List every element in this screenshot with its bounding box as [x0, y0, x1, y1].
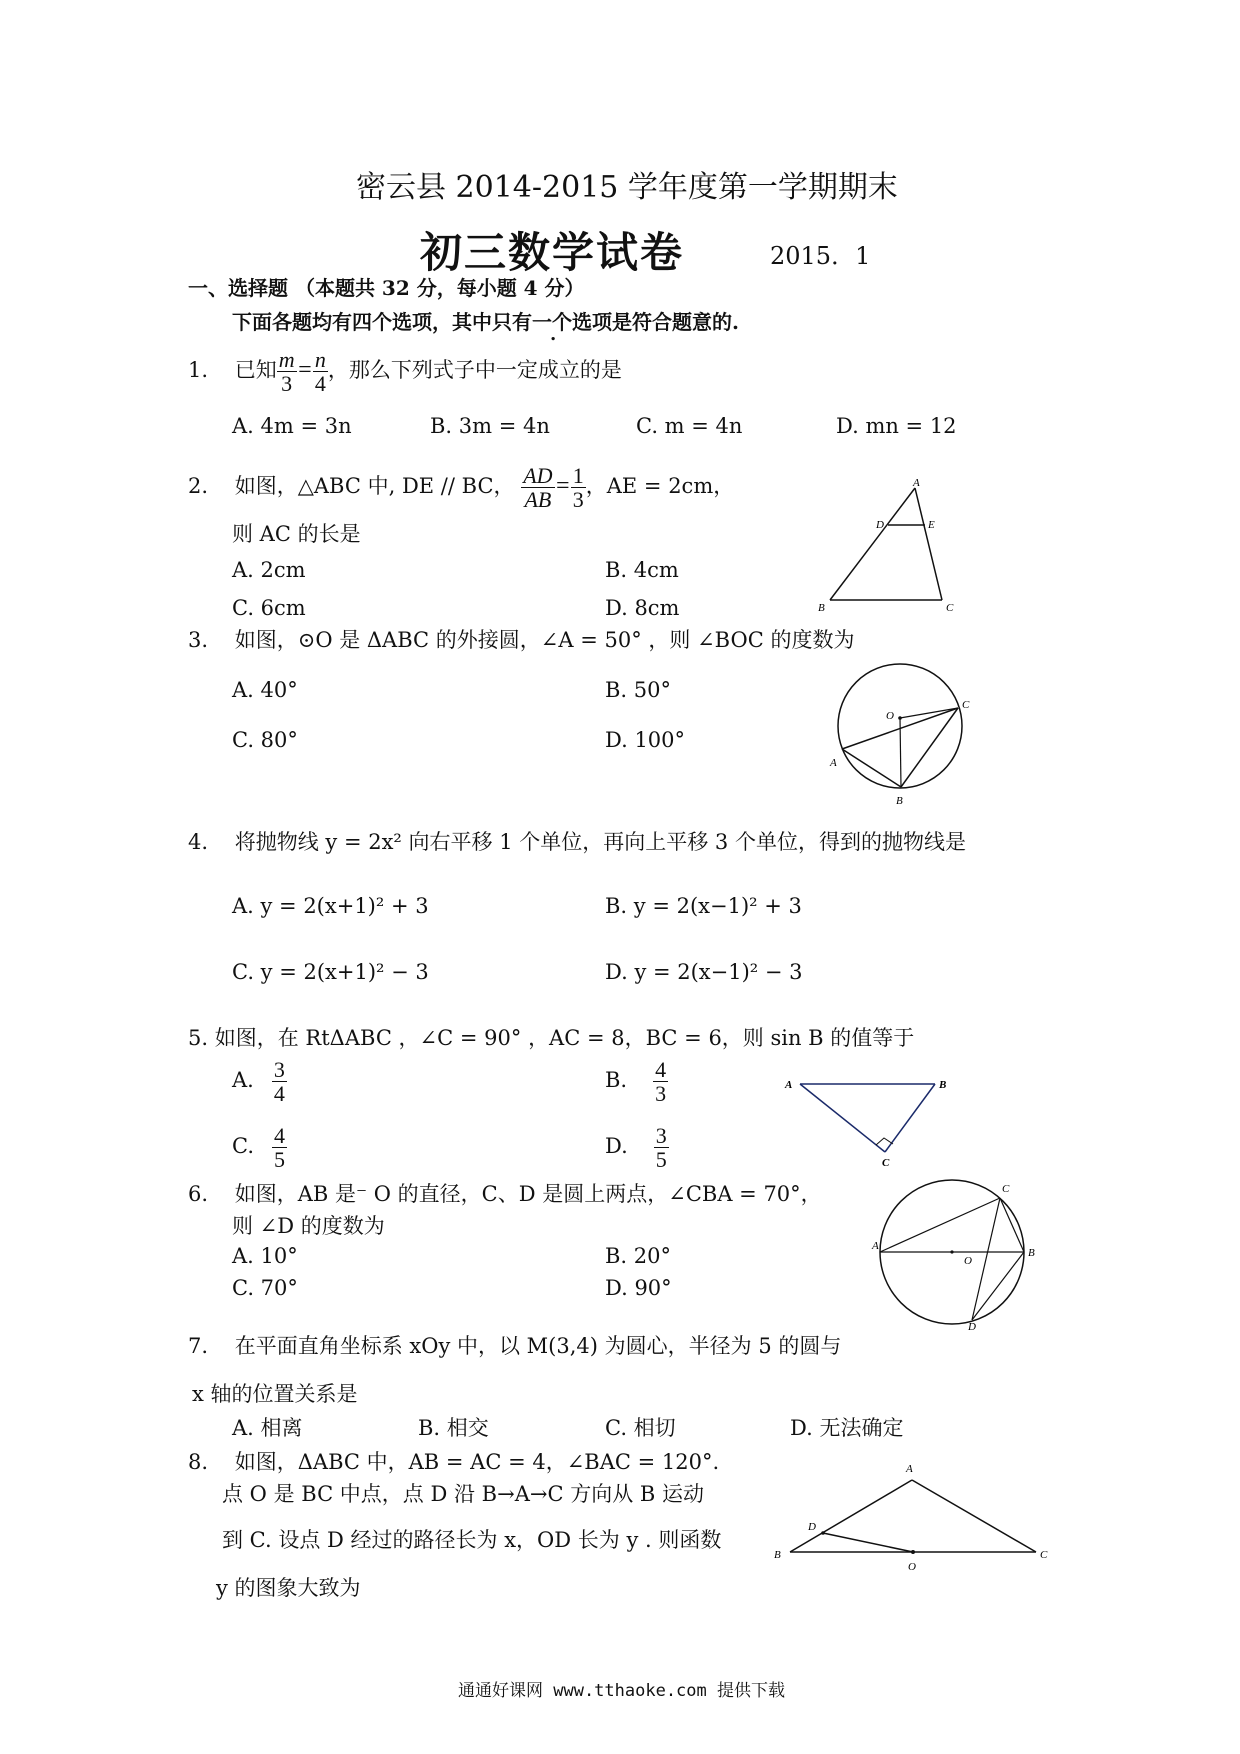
q6-option-d: D. 90°: [605, 1276, 672, 1300]
q8-label-c: C: [1040, 1549, 1048, 1561]
q8-midpoint-o: [911, 1550, 915, 1554]
q2-option-c: C. 6cm: [232, 596, 306, 620]
q1-equals: =: [296, 357, 313, 384]
q7-option-d: D. 无法确定: [790, 1416, 904, 1440]
q2-text-pre: 如图，△ABC 中, DE // BC，: [234, 474, 515, 499]
footer-source: 通通好课网 www.tthaoke.com 提供下载: [458, 1681, 785, 1701]
q2-label-c: C: [946, 602, 954, 614]
q5-label-a: A: [785, 1079, 793, 1091]
q8-text: 如图，ΔABC 中，AB = AC = 4，∠BAC = 120°.: [234, 1450, 720, 1474]
q6-segment-cb: [1000, 1198, 1024, 1252]
q5-option-d: D. $\frac{3}{5}$: [605, 1123, 667, 1173]
q8-side-ac: [912, 1480, 1036, 1552]
q1-option-a: A. 4m = 3n: [232, 414, 352, 438]
q3-option-d: D. 100°: [605, 728, 686, 752]
q4-option-c: C. y = 2(x+1)² − 3: [232, 960, 429, 984]
q6-circle-figure: [872, 1172, 1035, 1333]
q1-fraction-1: $\frac{m}{3}$: [278, 347, 295, 397]
q6-segment-ac: [880, 1198, 1000, 1252]
q5-side-ac: [800, 1084, 885, 1152]
q7-number: 7.: [188, 1334, 209, 1358]
q5-option-b: B. $\frac{4}{3}$: [605, 1057, 667, 1107]
q3-label-c: C: [962, 699, 970, 711]
q6-line2: 则 ∠D 的度数为: [232, 1214, 385, 1238]
instruction-emphasis: 一个: [532, 310, 572, 334]
q3-option-a: A. 40°: [232, 678, 298, 702]
q2-fraction-2: $\frac{1}{3}$: [572, 463, 584, 513]
q8-line4: y 的图象大致为: [216, 1576, 361, 1600]
q1-text-pre: 已知: [234, 358, 277, 383]
q3-circle-figure: [830, 656, 980, 806]
q5-text: 如图，在 RtΔABC ，∠C = 90° ，AC = 8，BC = 6，则 sin B 的值等于: [214, 1026, 915, 1050]
q7-option-b: B. 相交: [418, 1416, 489, 1440]
q2-fraction-1: $\frac{AD}{AB}$: [523, 463, 553, 513]
q3-segment-oc: [900, 708, 958, 718]
section-instruction: [232, 306, 739, 335]
q8-line2: 点 O 是 BC 中点，点 D 沿 B→A→C 方向从 B 运动: [222, 1482, 704, 1506]
question-3: [188, 624, 854, 654]
q2-label-e: E: [928, 519, 935, 531]
q1-option-c: C. m = 4n: [636, 414, 743, 438]
q6-option-c: C. 70°: [232, 1276, 298, 1300]
question-4: [188, 826, 966, 856]
q2-triangle-figure: [810, 478, 980, 618]
q5-side-bc: [885, 1084, 935, 1152]
page-title: 初三数学试卷: [420, 228, 685, 277]
q4-option-b: B. y = 2(x−1)² + 3: [605, 894, 802, 918]
q3-number: 3.: [188, 628, 209, 652]
q8-number: 8.: [188, 1450, 209, 1474]
q2-option-a: A. 2cm: [232, 558, 306, 582]
q6-center-point: [950, 1250, 953, 1253]
q2-line2: 则 AC 的长是: [232, 522, 361, 546]
q8-segment-od: [823, 1533, 913, 1552]
q1-fraction-2: $\frac{n}{4}$: [314, 347, 326, 397]
q5-label-c: C: [882, 1157, 890, 1169]
q2-number: 2.: [188, 474, 209, 499]
q2-text-post: ，AE = 2cm，: [585, 474, 735, 499]
question-1: [188, 348, 622, 395]
q8-side-ab: [790, 1480, 912, 1552]
q8-label-o: O: [908, 1561, 916, 1573]
q7-option-c: C. 相切: [605, 1416, 676, 1440]
q3-center-point: [898, 716, 902, 720]
q2-equals: =: [554, 473, 571, 500]
question-7: [188, 1330, 841, 1360]
question-8: [188, 1446, 719, 1476]
q6-label-d: D: [968, 1321, 976, 1333]
q4-text: 将抛物线 y = 2x² 向右平移 1 个单位，再向上平移 3 个单位，得到的抛物线是: [234, 830, 966, 854]
q2-option-b: B. 4cm: [605, 558, 679, 582]
exam-date: 2015．1: [770, 242, 871, 270]
q6-option-a: A. 10°: [232, 1244, 298, 1268]
question-2: [188, 464, 734, 511]
q2-label-a: A: [913, 477, 920, 489]
q6-label-o: O: [964, 1255, 972, 1267]
q5-number: 5.: [188, 1026, 209, 1050]
q7-option-a: A. 相离: [232, 1416, 303, 1440]
q3-option-b: B. 50°: [605, 678, 672, 702]
question-5: [188, 1022, 914, 1052]
q3-text: 如图，⊙O 是 ΔABC 的外接圆，∠A = 50° ，则 ∠BOC 的度数为: [234, 628, 855, 652]
q5-option-c: C. $\frac{4}{5}$: [232, 1123, 285, 1173]
q5-right-triangle-figure: [780, 1068, 960, 1168]
q3-label-o: O: [886, 710, 894, 722]
section-heading: 一、选择题 （本题共 32 分，每小题 4 分）: [188, 276, 585, 300]
q7-text: 在平面直角坐标系 xOy 中，以 M(3,4) 为圆心，半径为 5 的圆与: [234, 1334, 842, 1358]
q8-label-a: A: [906, 1463, 913, 1475]
q2-option-d: D. 8cm: [605, 596, 680, 620]
q4-option-d: D. y = 2(x−1)² − 3: [605, 960, 803, 984]
q5-label-b: B: [939, 1079, 947, 1091]
q8-point-d: [821, 1531, 825, 1535]
q8-label-b: B: [774, 1549, 781, 1561]
q2-side-ac: [915, 488, 942, 600]
q8-line3: 到 C. 设点 D 经过的路径长为 x，OD 长为 y . 则函数: [222, 1528, 722, 1552]
instruction-pre: 下面各题均有四个选项，其中只有: [232, 310, 532, 334]
q5-option-a: A. $\frac{3}{4}$: [232, 1057, 285, 1107]
q7-line2: x 轴的位置关系是: [192, 1382, 358, 1406]
q1-text-post: ，那么下列式子中一定成立的是: [327, 358, 622, 383]
q6-option-b: B. 20°: [605, 1244, 672, 1268]
q2-side-ab: [830, 488, 915, 600]
q1-number: 1.: [188, 358, 209, 383]
q6-label-a: A: [872, 1240, 879, 1252]
q6-text: 如图，AB 是⁻ O 的直径，C、D 是圆上两点，∠CBA = 70°，: [234, 1182, 822, 1206]
q2-label-d: D: [876, 519, 884, 531]
q6-label-c: C: [1002, 1183, 1010, 1195]
q1-option-d: D. mn = 12: [836, 414, 957, 438]
q4-number: 4.: [188, 830, 209, 854]
q3-label-b: B: [896, 795, 903, 807]
q3-label-a: A: [830, 757, 837, 769]
q8-triangle-figure: [760, 1456, 1060, 1576]
q6-number: 6.: [188, 1182, 209, 1206]
title-line1: 密云县 2014-2015 学年度第一学期期末: [356, 170, 898, 205]
q6-label-b: B: [1028, 1247, 1035, 1259]
q3-segment-bc: [901, 708, 958, 787]
q3-option-c: C. 80°: [232, 728, 298, 752]
q4-option-a: A. y = 2(x+1)² + 3: [232, 894, 429, 918]
q8-label-d: D: [808, 1521, 816, 1533]
instruction-post: 选项是符合题意的.: [572, 310, 739, 334]
q1-option-b: B. 3m = 4n: [430, 414, 550, 438]
q2-label-b: B: [818, 602, 825, 614]
question-6: [188, 1178, 822, 1208]
